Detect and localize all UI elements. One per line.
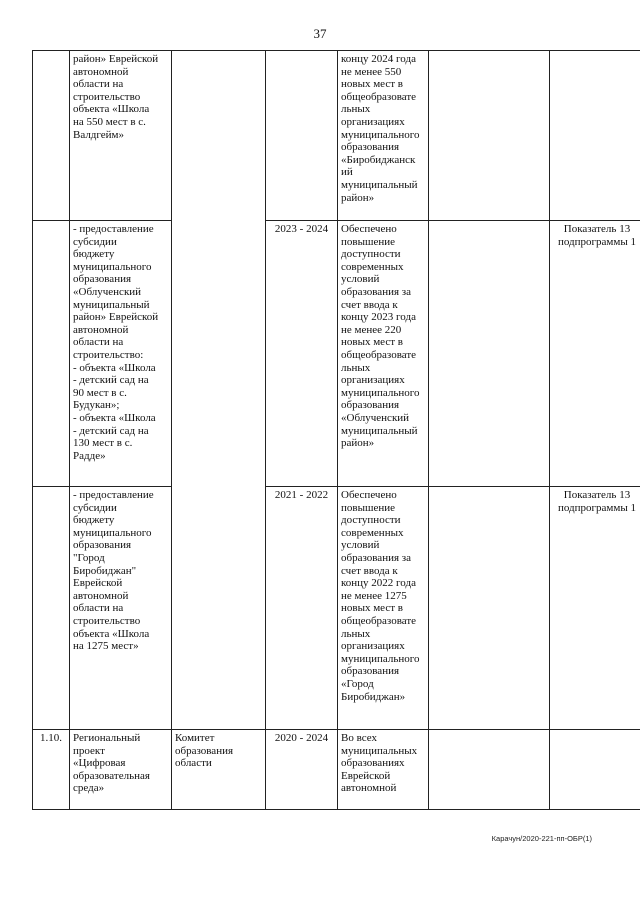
cell-link bbox=[429, 487, 550, 730]
cell-indicator bbox=[550, 51, 640, 221]
cell-activity-name: - предоставление субсидии бюджету муниципального образования "Город Биробиджан" Еврейской автономной области на строительство объекта «Школа на 1275 мест» bbox=[70, 487, 172, 730]
table-row bbox=[33, 487, 640, 730]
cell-link bbox=[429, 221, 550, 487]
table-row bbox=[33, 221, 640, 487]
table-row bbox=[33, 51, 640, 221]
cell-activity-name: Региональный проект «Цифровая образовательная среда» bbox=[70, 730, 172, 810]
cell-number bbox=[33, 487, 70, 730]
table-row bbox=[33, 730, 640, 810]
program-activities-table bbox=[32, 50, 640, 810]
cell-period bbox=[266, 51, 338, 221]
cell-link bbox=[429, 730, 550, 810]
cell-period: 2021 - 2022 bbox=[266, 487, 338, 730]
cell-expected-result: Обеспечено повышение доступности современных условий образования за счет ввода к концу 2022 года не менее 1275 новых мест в общеобразовате льных организациях муниципального образования «Город Биробиджан» bbox=[338, 487, 429, 730]
cell-expected-result: Во всех муниципальных образованиях Еврейской автономной bbox=[338, 730, 429, 810]
cell-period: 2020 - 2024 bbox=[266, 730, 338, 810]
cell-executor: Комитет образования области bbox=[172, 730, 266, 810]
cell-activity-name: - предоставление субсидии бюджету муниципального образования «Облученский муниципальный район» Еврейской автономной области на строительство: - объекта «Школа - детский сад на 90 мест в с. Будукан»; - объекта «Школа - детский сад на 130 мест в с. Радде» bbox=[70, 221, 172, 487]
cell-period: 2023 - 2024 bbox=[266, 221, 338, 487]
cell-number: 1.10. bbox=[33, 730, 70, 810]
cell-number bbox=[33, 51, 70, 221]
cell-executor bbox=[172, 51, 266, 730]
cell-activity-name: район» Еврейской автономной области на строительство объекта «Школа на 550 мест в с. Валдгейм» bbox=[70, 51, 172, 221]
footer-document-code: Карачун/2020-221-пп-ОБР(1) bbox=[491, 834, 592, 843]
cell-indicator: Показатель 13 подпрограммы 1 bbox=[550, 221, 640, 487]
cell-expected-result: Обеспечено повышение доступности современных условий образования за счет ввода к концу 2023 года не менее 220 новых мест в общеобразовате льных организациях муниципального образования «Облученский муниципальный район» bbox=[338, 221, 429, 487]
cell-number bbox=[33, 221, 70, 487]
cell-link bbox=[429, 51, 550, 221]
page-number: 37 bbox=[313, 26, 327, 41]
cell-indicator bbox=[550, 730, 640, 810]
cell-expected-result: концу 2024 года не менее 550 новых мест в общеобразовате льных организациях муниципального образования «Биробиджанск ий муниципальный район» bbox=[338, 51, 429, 221]
cell-indicator: Показатель 13 подпрограммы 1 bbox=[550, 487, 640, 730]
